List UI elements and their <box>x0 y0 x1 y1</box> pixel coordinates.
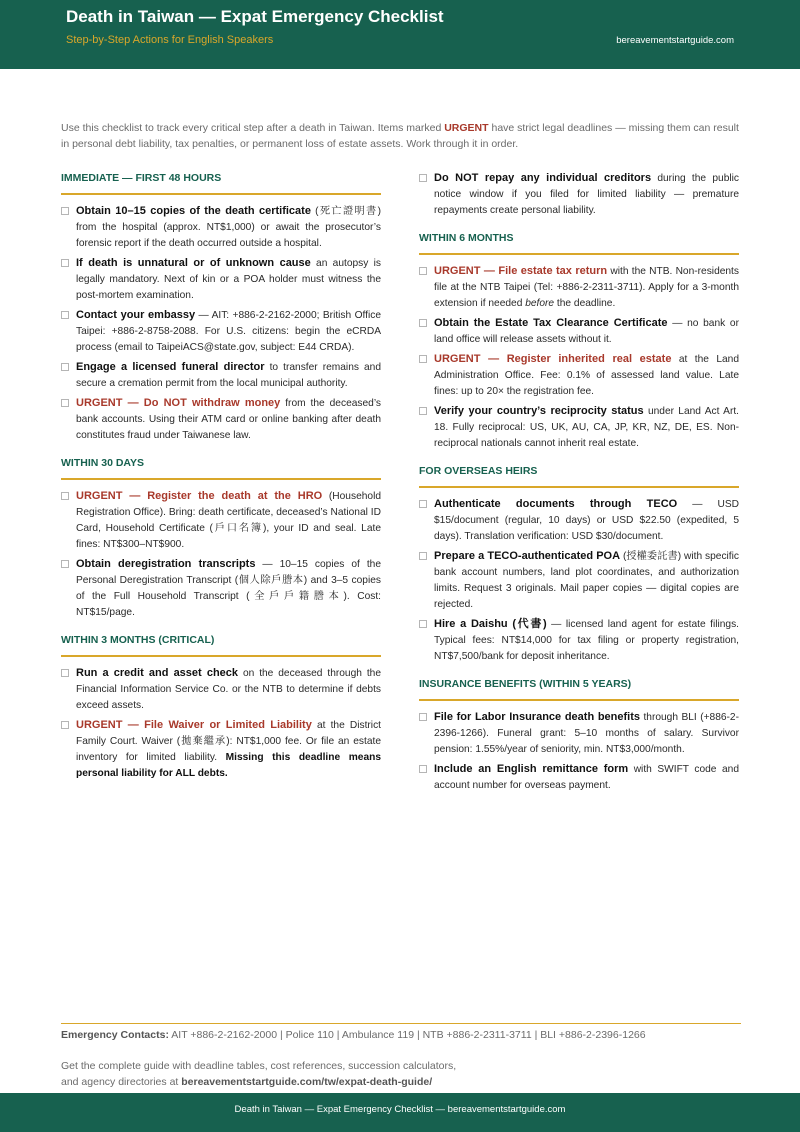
item-lead: Obtain 10–15 copies of the death certificate <box>76 205 311 217</box>
intro-after: have strict legal deadlines — missing them can result in personal debt liability, tax penalties, or permanent loss of estate assets. Work through it in order. <box>61 122 739 150</box>
item-text: — USD $15/document (regular, 10 days) or USD $22.50 (expedited, 5 days). Translation verification: USD $30/document. <box>434 499 739 542</box>
section-heading-immediate: IMMEDIATE — FIRST 48 HOURS <box>61 172 381 195</box>
section-heading-30-days: WITHIN 30 DAYS <box>61 457 381 480</box>
checklist-item <box>419 403 739 452</box>
checklist-item-urgent <box>419 351 739 400</box>
item-lead: If death is unnatural or of unknown cause <box>76 257 311 269</box>
guide-line-1: Get the complete guide with deadline tables, cost references, succession calculators, <box>61 1060 457 1072</box>
checkbox[interactable] <box>419 267 427 275</box>
checklist-item <box>61 556 381 621</box>
item-text: at the Land Administration Office. Fee: 0.1% of assessed land value. Late fines: up to 20× the registration fee. <box>434 354 739 397</box>
item-text: on the deceased through the Financial Information Service Co. or the NTB to determine if debts exceed assets. <box>76 668 381 711</box>
item-lead: URGENT — File Waiver or Limited Liability <box>76 719 312 731</box>
checkbox[interactable] <box>419 407 427 415</box>
emergency-contacts <box>61 1029 646 1041</box>
checkbox[interactable] <box>61 363 69 371</box>
checklist-item <box>419 496 739 545</box>
checkbox[interactable] <box>61 560 69 568</box>
item-text: at the District Family Court. Waiver (拋棄繼承): NT$1,000 fee. Or file an estate inventory for limited liability. <box>76 720 381 763</box>
checkbox[interactable] <box>61 207 69 215</box>
checkbox[interactable] <box>419 319 427 327</box>
page-title: Death in Taiwan — Expat Emergency Checklist <box>66 7 444 26</box>
intro-before: Use this checklist to track every critical step after a death in Taiwan. Items marked <box>61 122 445 134</box>
item-text: (Household Registration Office). Bring: death certificate, deceased’s National ID Card, Household Certificate (戶口名簿), your ID and seal. Late fines: NT$300–NT$900. <box>76 491 381 550</box>
item-lead: Run a credit and asset check <box>76 667 239 679</box>
checklist-item <box>419 761 739 794</box>
contacts-text: AIT +886-2-2162-2000 | Police 110 | Ambulance 119 | NTB +886-2-2311-3711 | BLI +886-2-2396-1266 <box>168 1029 646 1041</box>
item-lead: URGENT — Register inherited real estate <box>434 353 672 365</box>
item-text: with the NTB. Non-residents file at the NTB Taipei (Tel: +886-2-2311-3711). Apply for a 3-month extension if needed <box>434 266 739 309</box>
footer-divider <box>61 1023 741 1024</box>
item-text: — licensed land agent for estate filings. Typical fees: NT$14,000 for tax filing or property registration, NT$7,500/bank for deposit inheritance. <box>434 619 739 662</box>
right-column <box>419 170 739 797</box>
checkbox[interactable] <box>61 721 69 729</box>
checklist-item <box>419 616 739 665</box>
checklist-item <box>419 709 739 758</box>
left-column <box>61 170 381 785</box>
item-text: an autopsy is legally mandatory. Next of kin or a POA holder must witness the post-mortem examination. <box>76 258 381 301</box>
item-lead: Do NOT repay any individual creditors <box>434 172 652 184</box>
item-tail: the deadline. <box>554 298 616 309</box>
item-lead: Obtain the Estate Tax Clearance Certificate <box>434 317 668 329</box>
item-lead: Obtain deregistration transcripts <box>76 558 256 570</box>
header-site: bereavementstartguide.com <box>616 35 734 46</box>
item-lead: Include an English remittance form <box>434 763 629 775</box>
header-bar <box>0 0 800 69</box>
intro-paragraph <box>61 120 741 152</box>
item-text: — AIT: +886-2-2162-2000; British Office Taipei: +886-2-8758-2088. For U.S. citizens: begin the eCRDA process (email to TaipeiACS@state.gov, subject: E44 CRDA). <box>76 310 382 353</box>
checklist-item-urgent <box>61 395 381 444</box>
item-text: during the public notice window if you filed for limited liability — premature repayments create personal liability. <box>434 173 739 216</box>
item-lead: URGENT — File estate tax return <box>434 265 608 277</box>
checklist-item-urgent <box>61 717 381 782</box>
checkbox[interactable] <box>419 355 427 363</box>
guide-line-2 <box>61 1074 741 1090</box>
section-heading-3-months: WITHIN 3 MONTHS (CRITICAL) <box>61 634 381 657</box>
checklist-item <box>61 203 381 252</box>
item-warning: Missing this deadline means personal liability for ALL debts. <box>76 752 381 779</box>
item-text: to transfer remains and secure a cremation permit from the local municipal authority. <box>76 362 381 389</box>
item-text: (死亡證明書) from the hospital (approx. NT$1,000) or await the prosecutor’s forensic report if the death occurred outside a hospital. <box>76 206 381 249</box>
checklist-item <box>419 315 739 348</box>
section-heading-6-months: WITHIN 6 MONTHS <box>419 232 739 255</box>
item-lead: File for Labor Insurance death benefits <box>434 711 641 723</box>
checklist-item <box>61 359 381 392</box>
item-lead: Hire a Daishu (代書) <box>434 618 547 630</box>
checklist-item <box>419 548 739 613</box>
checkbox[interactable] <box>419 552 427 560</box>
checklist-item <box>61 255 381 304</box>
checkbox[interactable] <box>419 765 427 773</box>
checkbox[interactable] <box>419 500 427 508</box>
checkbox[interactable] <box>419 713 427 721</box>
item-text: under Land Act Art. 18. Fully reciprocal: US, UK, AU, CA, JP, KR, NZ, DE, ES. Non-reciprocal nationals cannot inherit real estate. <box>434 406 740 449</box>
item-lead: Authenticate documents through TECO <box>434 498 678 510</box>
item-lead: URGENT — Register the death at the HRO <box>76 490 323 502</box>
section-heading-insurance: INSURANCE BENEFITS (WITHIN 5 YEARS) <box>419 678 739 701</box>
guide-link[interactable]: bereavementstartguide.com/tw/expat-death-guide/ <box>181 1076 433 1088</box>
checkbox[interactable] <box>419 174 427 182</box>
checklist-item <box>61 307 381 356</box>
item-text: from the deceased’s bank accounts. Using their ATM card or online banking after death constitutes fraud under Taiwanese law. <box>76 398 381 441</box>
item-text: with SWIFT code and account number for overseas payment. <box>434 764 739 791</box>
page-subtitle: Step-by-Step Actions for English Speakers <box>66 34 274 46</box>
footer-bar <box>0 1093 800 1132</box>
checkbox[interactable] <box>61 399 69 407</box>
guide-line-2-text: and agency directories at <box>61 1076 182 1088</box>
checkbox[interactable] <box>61 259 69 267</box>
item-lead: URGENT — Do NOT withdraw money <box>76 397 281 409</box>
contacts-label: Emergency Contacts: <box>61 1029 169 1041</box>
checklist-item-urgent <box>61 488 381 553</box>
checklist-item-urgent <box>419 263 739 312</box>
footer-bar-text: Death in Taiwan — Expat Emergency Checklist — bereavementstartguide.com <box>234 1104 566 1115</box>
item-lead: Contact your embassy <box>76 309 196 321</box>
item-text: — no bank or land office will release assets without it. <box>434 318 739 345</box>
checklist-item <box>61 665 381 714</box>
checkbox[interactable] <box>61 669 69 677</box>
item-lead: Engage a licensed funeral director <box>76 361 265 373</box>
section-heading-overseas-heirs: FOR OVERSEAS HEIRS <box>419 465 739 488</box>
item-text: (授權委託書) with specific bank account numbers, land plot coordinates, and authorization limits. Request 3 originals. Mail paper copies — digital copies are rejected. <box>434 551 739 610</box>
item-lead: Prepare a TECO-authenticated POA <box>434 550 621 562</box>
guide-note <box>61 1058 741 1090</box>
checklist-item <box>419 170 739 219</box>
checkbox[interactable] <box>61 311 69 319</box>
item-text: — 10–15 copies of the Personal Deregistration Transcript (個人除戶謄本) and 3–5 copies of the Full Household Transcript (全戶戶籍謄本). Cost: NT$15/page. <box>76 559 381 618</box>
checkbox[interactable] <box>61 492 69 500</box>
item-lead: Verify your country’s reciprocity status <box>434 405 644 417</box>
checkbox[interactable] <box>419 620 427 628</box>
intro-urgent-word: URGENT <box>444 122 489 134</box>
item-emphasis: before <box>525 298 555 309</box>
item-text: through BLI (+886-2-2396-1266). Funeral grant: 5–10 months of salary. Survivor pension: 1.55%/year of seniority, min. NT$3,000/month. <box>434 712 739 755</box>
